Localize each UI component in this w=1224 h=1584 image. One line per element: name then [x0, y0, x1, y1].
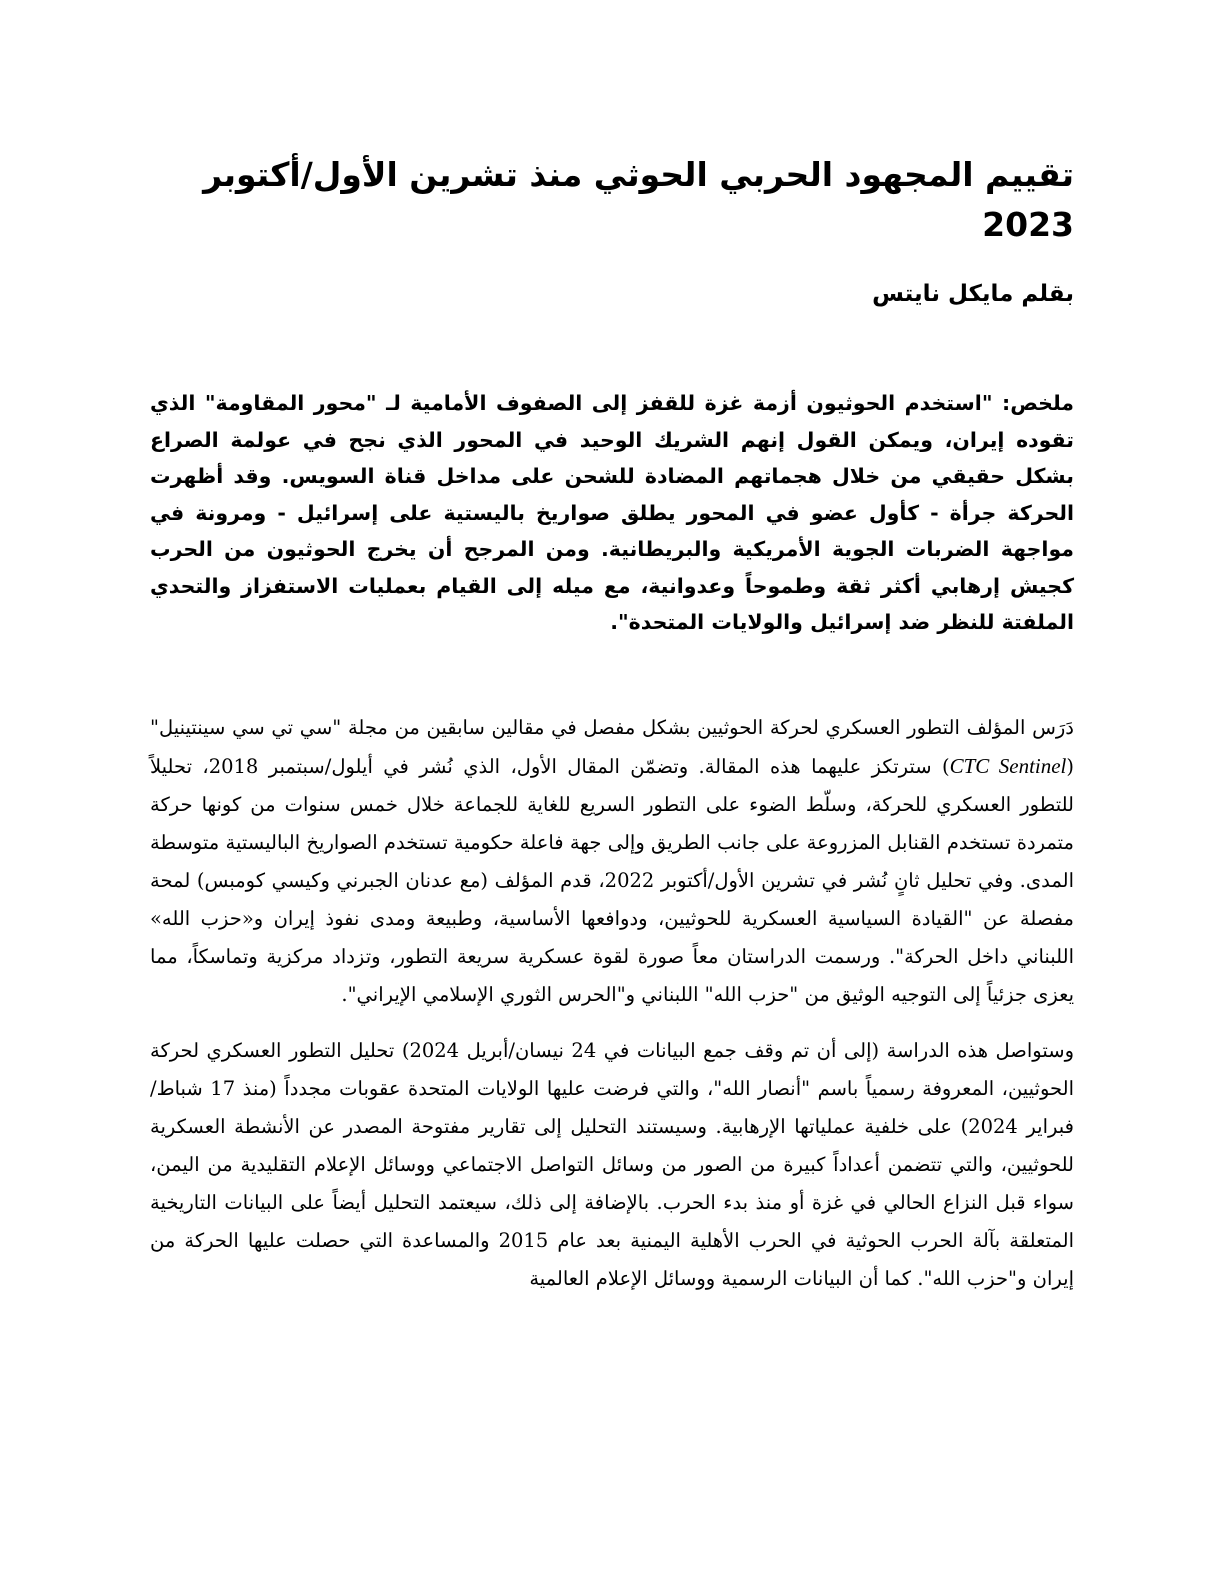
body-paragraph-2: وستواصل هذه الدراسة (إلى أن تم وقف جمع البيانات في 24 نيسان/أبريل 2024) تحليل التطور العسكري لحركة الحوثيين، المعروفة رسمياً باسم "أنصار الله"، والتي فرضت عليها الولايات المتحدة عقوبات مجدداً (منذ 17 شباط/فبراير 2024) على خلفية عملياتها الإرهابية. وسيستند التحليل إلى تقارير مفتوحة المصدر عن الأنشطة العسكرية للحوثيين، والتي تتضمن أعداداً كبيرة من الصور من وسائل التواصل الاجتماعي ووسائل الإعلام التقليدية من اليمن، سواء قبل النزاع الحالي في غزة أو منذ بدء الحرب. بالإضافة إلى ذلك، سيعتمد التحليل أيضاً على البيانات التاريخية المتعلقة بآلة الحرب الحوثية في الحرب الأهلية اليمنية بعد عام 2015 والمساعدة التي حصلت عليها الحركة من إيران و"حزب الله". كما أن البيانات الرسمية ووسائل الإعلام العالمية [150, 1038, 1075, 1290]
journal-name: CTC Sentinel [949, 753, 1067, 778]
document-page [150, 150, 1074, 1584]
body-paragraph-1 [150, 709, 1074, 1014]
paragraph-1-text-end: ) سترتكز عليهما هذه المقالة. وتضمّن المقال الأول، الذي نُشر في أيلول/سبتمبر 2018، تحليلاً للتطور العسكري للحركة، وسلّط الضوء على التطور السريع للغاية للجماعة خلال خمس سنوات من كونها حركة متمردة تستخدم القنابل المزروعة على جانب الطريق وإلى جهة فاعلة حكومية تستخدم الصواريخ الباليستية متوسطة المدى. وفي تحليل ثانٍ نُشر في تشرين الأول/أكتوبر 2022، قدم المؤلف (مع عدنان الجبرني وكيسي كومبس) لمحة مفصلة عن "القيادة السياسية العسكرية للحوثيين، ودوافعها الأساسية، وطبيعة ومدى نفوذ إيران و«حزب الله» اللبناني داخل الحركة". ورسمت الدراستان معاً صورة لقوة عسكرية سريعة التطور، وتزداد مركزية وتماسكاً، مما يعزى جزئياً إلى التوجيه الوثيق من "حزب الله" اللبناني و"الحرس الثوري الإسلامي الإيراني". [150, 754, 1074, 1006]
paragraph-1-text-start: دَرَس المؤلف التطور العسكري لحركة الحوثيين بشكل مفصل في مقالين سابقين من مجلة "سي تي سي سينتينيل" ( [150, 715, 1075, 778]
author-byline: بقلم مايكل نايتس [872, 281, 1074, 307]
abstract-paragraph: ملخص: "استخدم الحوثيون أزمة غزة للقفز إلى الصفوف الأمامية لـ "محور المقاومة" الذي تقوده إيران، ويمكن القول إنهم الشريك الوحيد في المحور الذي نجح في عولمة الصراع بشكل حقيقي من خلال هجماتهم المضادة للشحن على مداخل قناة السويس. وقد أظهرت الحركة جرأة - كأول عضو في المحور يطلق صواريخ باليستية على إسرائيل - ومرونة في مواجهة الضربات الجوية الأمريكية والبريطانية. ومن المرجح أن يخرج الحوثيون من الحرب كجيش إرهابي أكثر ثقة وطموحاً وعدوانية، مع ميله إلى القيام بعمليات الاستفزاز والتحدي الملفتة للنظر ضد إسرائيل والولايات المتحدة". [150, 391, 1074, 634]
document-title: تقييم المجهود الحربي الحوثي منذ تشرين الأول/أكتوبر 2023 [203, 155, 1074, 244]
